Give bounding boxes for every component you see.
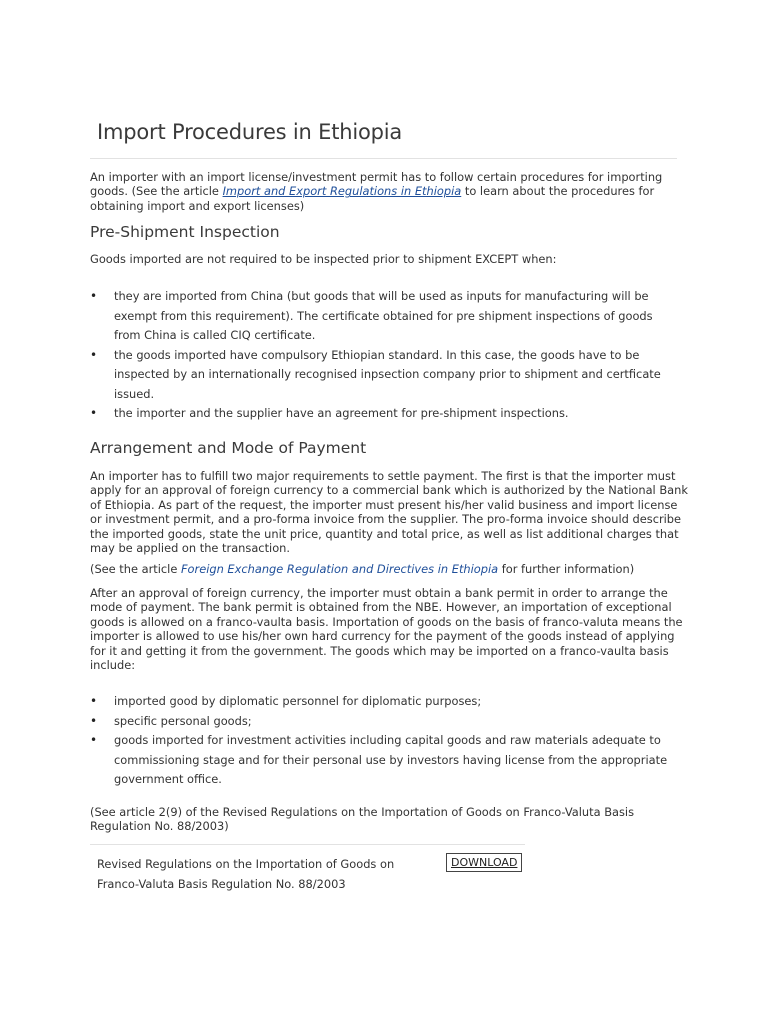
foreign-exchange-link[interactable]: Foreign Exchange Regulation and Directives in Ethiopia <box>180 562 499 576</box>
download-divider <box>90 844 525 845</box>
download-label: Revised Regulations on the Importation of Goods on Franco-Valuta Basis Regulation No. 88/2003 <box>97 857 395 891</box>
foreign-exchange-note <box>90 562 690 576</box>
list-item: • goods imported for investment activities including capital goods and raw materials adequate to commissioning stage and for their personal use by investors having license from the appropriate government office. <box>90 731 680 790</box>
pre-shipment-lead: Goods imported are not required to be inspected prior to shipment EXCEPT when: <box>90 252 557 266</box>
download-button[interactable]: DOWNLOAD <box>446 853 522 872</box>
pre-shipment-heading: Pre-Shipment Inspection <box>90 223 280 241</box>
intro-text-before: An importer with an import license/investment permit has to follow certain procedures for importing goods. (See the article <box>90 170 663 199</box>
list-item: • they are imported from China (but goods that will be used as inputs for manufacturing will be exempt from this requirement). The certificate obtained for pre shipment inspections of goods from China is called CIQ certificate. <box>90 287 680 346</box>
title-divider <box>90 158 677 159</box>
regulation-reference: (See article 2(9) of the Revised Regulations on the Importation of Goods on Franco-Valuta Basis Regulation No. 88/2003) <box>90 805 635 834</box>
list-item: • imported good by diplomatic personnel for diplomatic purposes; <box>90 692 680 712</box>
payment-paragraph-1: An importer has to fulfill two major requirements to settle payment. The first is that the importer must apply for an approval of foreign currency to a commercial bank which is authorized by the National Bank of Ethiopia. As part of the request, the importer must present his/her valid business and import license or investment permit, and a pro-forma invoice from the supplier. The pro-forma invoice should describe the imported goods, state the unit price, quantity and total price, as well as list additional charges that may be applied on the transaction. <box>90 469 688 556</box>
pre-shipment-list <box>90 287 680 424</box>
list-item: • the importer and the supplier have an agreement for pre-shipment inspections. <box>90 404 680 424</box>
payment-paragraph-2: After an approval of foreign currency, the importer must obtain a bank permit in order to arrange the mode of payment. The bank permit is obtained from the NBE. However, an importation of exceptional goods is allowed on a franco-vaulta basis. Importation of goods on the basis of franco-valuta means the importer is allowed to use his/her own hard currency for the payment of the goods instead of applying for it and getting it from the government. The goods which may be imported on a franco-vaulta basis include: <box>90 586 683 673</box>
list-item: • the goods imported have compulsory Ethiopian standard. In this case, the goods have to be inspected by an internationally recognised inpsection company prior to shipment and certficate issued. <box>90 346 680 405</box>
intro-paragraph <box>90 170 690 213</box>
intro-text-after: to learn about the procedures for obtaining import and export licenses) <box>90 184 655 213</box>
list-item: • specific personal goods; <box>90 712 680 732</box>
see-text-after: for further information) <box>498 562 635 576</box>
franco-valuta-list <box>90 692 680 790</box>
import-export-regulations-link[interactable]: Import and Export Regulations in Ethiopia <box>222 184 462 199</box>
see-text-before: (See the article <box>90 562 181 576</box>
page-title: Import Procedures in Ethiopia <box>97 120 403 144</box>
payment-heading: Arrangement and Mode of Payment <box>90 439 367 457</box>
